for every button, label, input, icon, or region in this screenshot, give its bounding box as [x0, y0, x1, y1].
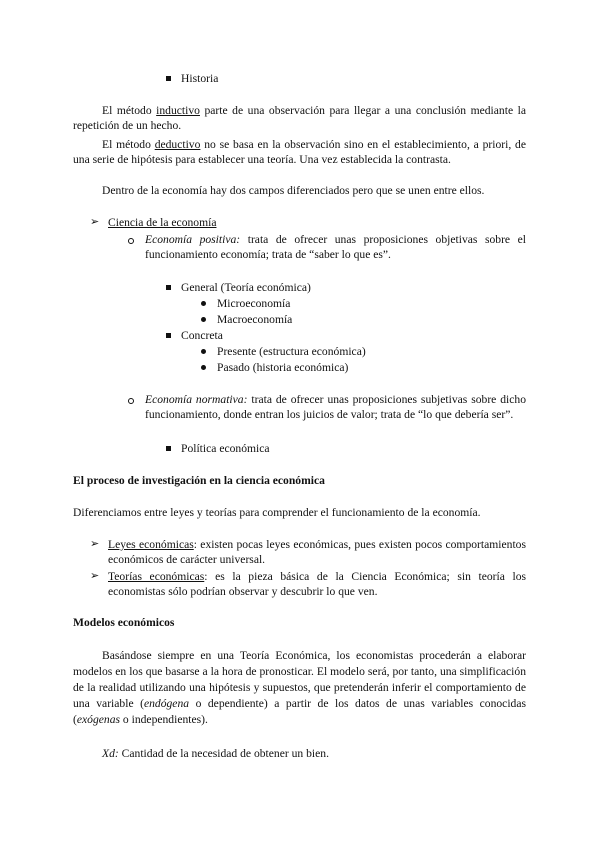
- text-segment: El método: [102, 138, 155, 151]
- square-bullet-icon: [166, 285, 171, 290]
- term-inductivo: inductivo: [156, 104, 200, 117]
- text-segment: Cantidad de la necesidad de obtener un bien.: [118, 747, 329, 760]
- paragraph-deductivo: [73, 137, 526, 167]
- term-exogenas: exógenas: [76, 713, 121, 726]
- paragraph-campos: Dentro de la economía hay dos campos diferenciados pero que se unen entre ellos.: [102, 184, 485, 197]
- text-segment: trata de ofrecer unas proposiciones subjetivas sobre dicho funcionamiento, donde entran los juicios de valor; trata de “lo que debería ser”.: [145, 393, 526, 421]
- heading-modelos-economicos: Modelos económicos: [73, 616, 175, 629]
- paragraph-leyes-teorias: Diferenciamos entre leyes y teorías para comprender el funcionamiento de la economía.: [73, 506, 481, 519]
- term-xd: Xd:: [102, 747, 119, 760]
- square-bullet-icon: [166, 333, 171, 338]
- list-item-historia: Historia: [181, 72, 219, 85]
- item-economia-normativa: [145, 392, 526, 422]
- term-deductivo: deductivo: [154, 138, 201, 151]
- item-politica-economica: Política económica: [181, 442, 270, 455]
- item-microeconomia: Microeconomía: [217, 297, 291, 310]
- term-endogena: endógena: [143, 697, 190, 710]
- item-macroeconomia: Macroeconomía: [217, 313, 293, 326]
- paragraph-modelos: [73, 648, 526, 728]
- term-economia-positiva: Economía positiva:: [145, 233, 241, 246]
- text-segment: o independientes).: [120, 713, 208, 726]
- text-segment: : es la pieza básica de la Ciencia Económica; sin teoría los economistas sólo podrían observar y descubrir lo que ven.: [108, 570, 527, 598]
- text-segment: El método: [102, 104, 157, 117]
- text-segment: o dependiente) a partir de los datos de unas variables conocidas (: [73, 697, 526, 726]
- dot-bullet-icon: [201, 301, 206, 306]
- item-teorias-economicas: [108, 569, 526, 599]
- circle-bullet-icon: [128, 238, 134, 244]
- square-bullet-icon: [166, 446, 171, 451]
- definition-xd: [102, 746, 329, 761]
- dot-bullet-icon: [201, 349, 206, 354]
- text-segment: parte de una observación para llegar a una conclusión mediante la repetición de un hecho.: [73, 104, 526, 132]
- item-pasado: Pasado (historia económica): [217, 361, 349, 374]
- arrow-bullet-icon: ➢: [90, 570, 100, 582]
- heading-proceso-investigacion: El proceso de investigación en la ciencia económica: [73, 474, 325, 487]
- text-segment: no se basa en la observación sino en el establecimiento, a priori, de una serie de hipótesis para establecer una teoría. Una vez establecida la contrasta.: [73, 138, 526, 166]
- dot-bullet-icon: [201, 365, 206, 370]
- square-bullet-icon: [166, 76, 171, 81]
- item-presente: Presente (estructura económica): [217, 345, 366, 358]
- term-economia-normativa: Economía normativa:: [145, 393, 248, 406]
- term-teorias-economicas: Teorías económicas: [108, 570, 205, 583]
- text-segment: Basándose siempre en una Teoría Económica, los economistas procederán a elaborar modelos en los que basarse a la hora de pronosticar. El modelo será, por tanto, una simplificación de la realidad utilizando una hipótesis y supuestos, que pretenderán inferir el comportamiento de una variable (: [73, 649, 526, 710]
- text-segment: : existen pocas leyes económicas, pues existen pocos comportamientos económicos de carácter universal.: [108, 538, 526, 566]
- arrow-bullet-icon: ➢: [90, 216, 100, 228]
- item-concreta: Concreta: [181, 329, 223, 342]
- item-leyes-economicas: [108, 537, 526, 567]
- arrow-bullet-icon: ➢: [90, 538, 100, 550]
- dot-bullet-icon: [201, 317, 206, 322]
- item-economia-positiva: [145, 232, 526, 262]
- term-leyes-economicas: Leyes económicas: [108, 538, 194, 551]
- item-general: General (Teoría económica): [181, 281, 311, 294]
- circle-bullet-icon: [128, 398, 134, 404]
- text-segment: trata de ofrecer unas proposiciones objetivas sobre el funcionamiento economía; trata de “saber lo que es”.: [145, 233, 527, 261]
- heading-ciencia-economia: Ciencia de la economía: [108, 216, 217, 229]
- paragraph-inductivo: [73, 103, 526, 133]
